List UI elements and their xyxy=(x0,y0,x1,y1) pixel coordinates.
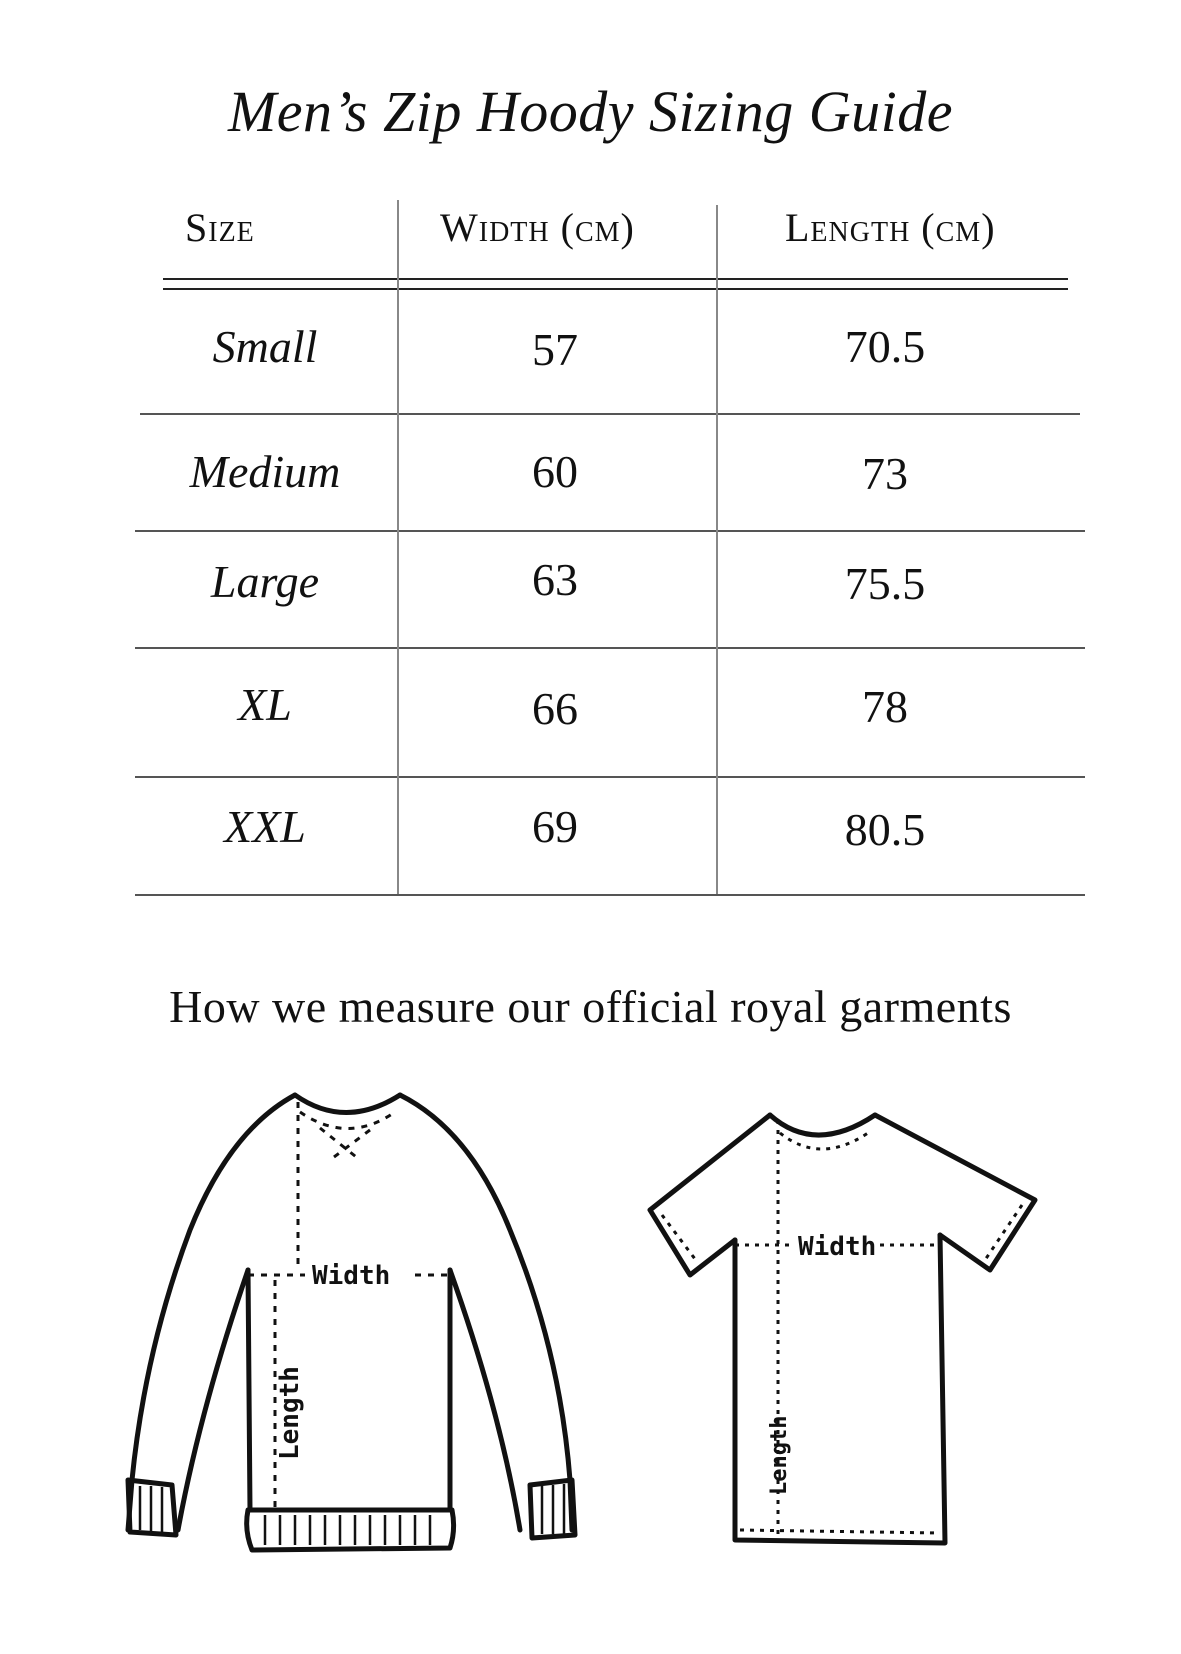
table-row-length: 78 xyxy=(862,681,908,732)
table-row-size: Large xyxy=(210,556,320,607)
table-row-length: 75.5 xyxy=(844,558,926,609)
tshirt-width-label: Width xyxy=(798,1232,877,1262)
row-divider xyxy=(135,647,1085,649)
row-divider xyxy=(135,894,1085,896)
table-row-width: 60 xyxy=(532,446,578,497)
header-size: Size xyxy=(185,205,255,250)
column-divider xyxy=(397,200,399,894)
table-row-length: 70.5 xyxy=(844,321,926,372)
table-row-length: 80.5 xyxy=(844,804,926,855)
measure-heading: How we measure our official royal garments xyxy=(169,981,1012,1032)
sweater-length-label: Length xyxy=(275,1366,305,1460)
row-divider xyxy=(140,413,1080,415)
page-title: Men’s Zip Hoody Sizing Guide xyxy=(227,79,953,144)
table-row-size: Medium xyxy=(189,446,341,497)
sweater-width-label: Width xyxy=(312,1261,391,1291)
table-row-width: 63 xyxy=(532,554,578,605)
row-divider xyxy=(135,530,1085,532)
table-row-size: XL xyxy=(238,679,292,730)
sweater-diagram xyxy=(120,1090,580,1570)
tshirt-length-label: Length xyxy=(767,1415,792,1495)
column-divider xyxy=(716,205,718,894)
row-divider xyxy=(135,776,1085,778)
table-row-size: XXL xyxy=(224,801,306,852)
table-row-size: Small xyxy=(212,321,318,372)
header-divider-top xyxy=(163,278,1068,280)
table-row-width: 69 xyxy=(532,801,578,852)
header-width: Width (cm) xyxy=(440,205,635,250)
table-row-width: 66 xyxy=(532,683,578,734)
header-length: Length (cm) xyxy=(785,205,996,250)
header-divider-bottom xyxy=(163,288,1068,290)
table-row-width: 57 xyxy=(532,324,578,375)
table-row-length: 73 xyxy=(862,448,908,499)
tshirt-diagram xyxy=(640,1105,1050,1565)
